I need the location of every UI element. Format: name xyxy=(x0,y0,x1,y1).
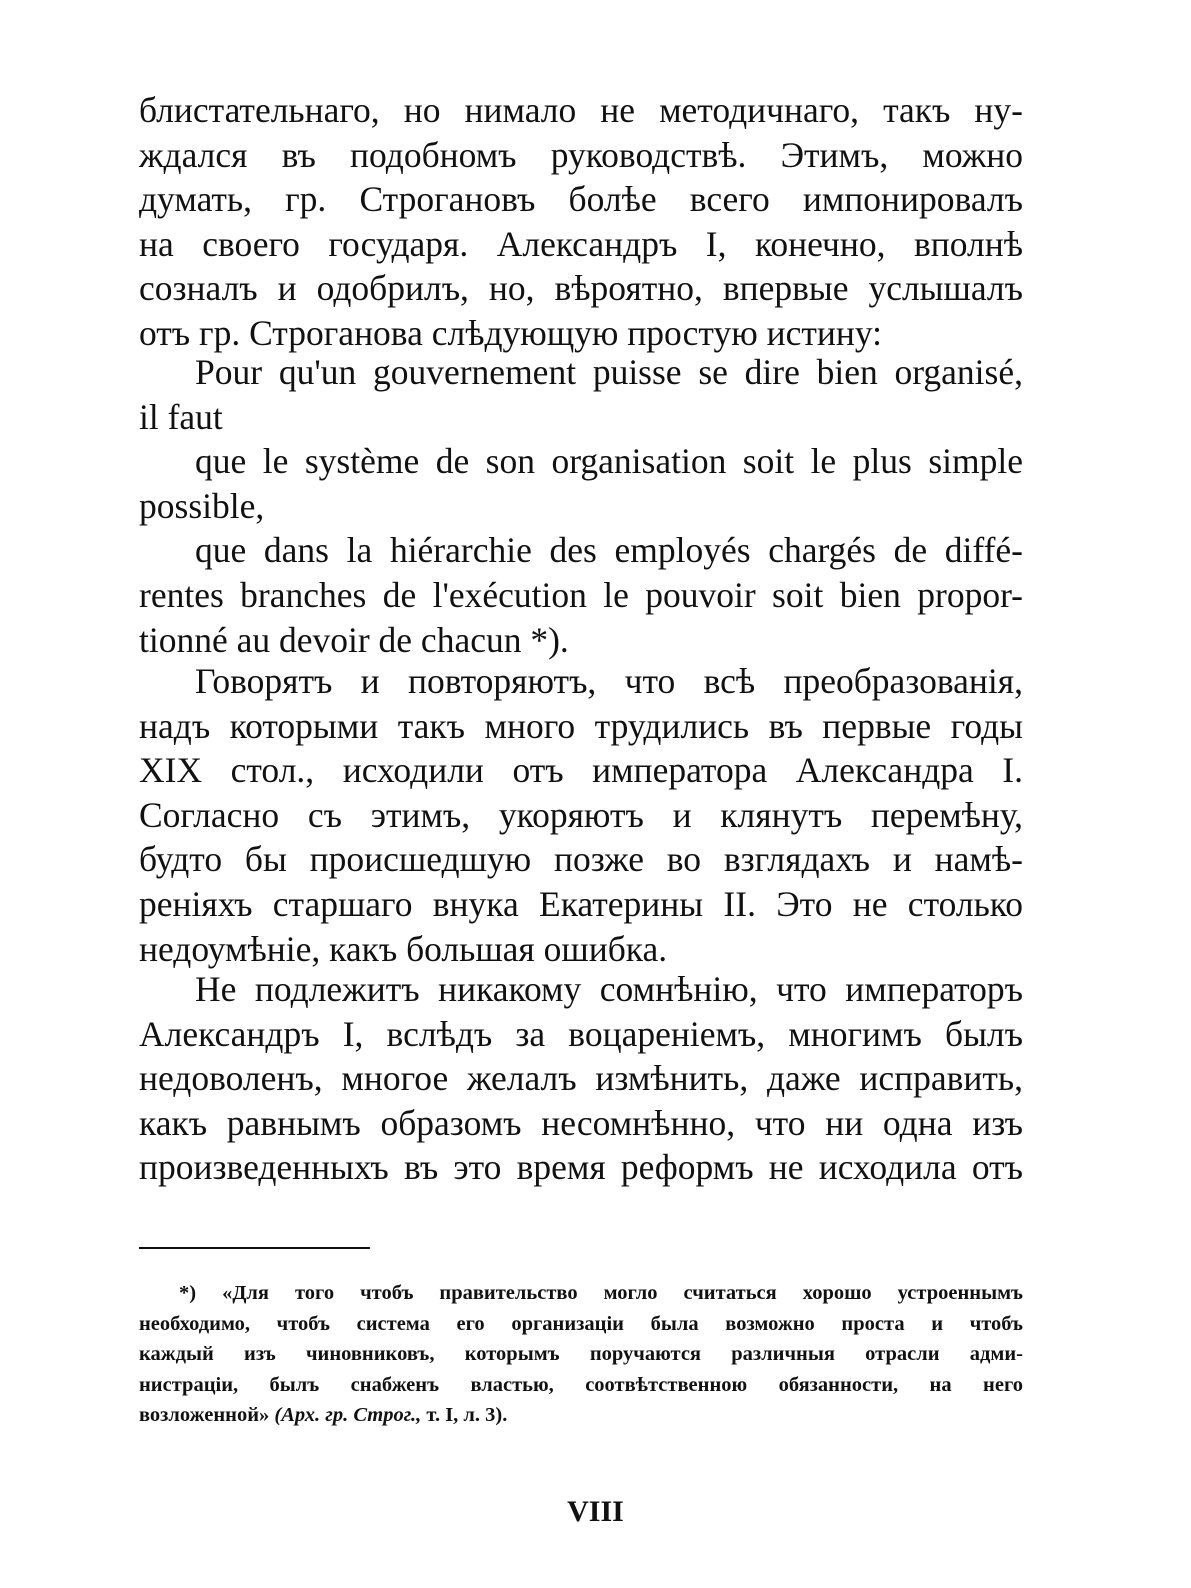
footnote-line: необходимо, чтобъ система его организаціи была возможно проста и чтобъ xyxy=(139,1312,1023,1335)
text-line: недоволенъ, многое желалъ измѣнить, даже исправить, xyxy=(139,1058,1023,1099)
text-line: реніяхъ старшаго внука Екатерины II. Это не столько xyxy=(139,883,1023,924)
text-line: XIX стол., исходили отъ императора Александра I. xyxy=(139,750,1023,791)
quote-line: il faut xyxy=(139,396,223,437)
paragraph-alexander xyxy=(139,967,1023,1190)
french-quote xyxy=(139,350,1023,662)
text-line: какъ равнымъ образомъ несомнѣнно, что ни одна изъ xyxy=(139,1102,1023,1143)
footnote xyxy=(139,1278,1023,1431)
paragraph-continuation xyxy=(139,88,1023,356)
text-line: Согласно съ этимъ, укоряютъ и клянутъ перемѣну, xyxy=(139,794,1023,835)
text-line: думать, гр. Строгановъ болѣе всего импонировалъ xyxy=(139,179,1023,220)
quote-line: que le système de son organisation soit le plus simple xyxy=(195,441,1023,482)
text-line: Говорятъ и повторяютъ, что всѣ преобразованія, xyxy=(195,661,1023,701)
text-line: отъ гр. Строганова слѣдующую простую истину: xyxy=(139,312,883,353)
text-line: созналъ и одобрилъ, но, вѣроятно, впервые услышалъ xyxy=(139,268,1023,309)
footnote-divider xyxy=(139,1247,370,1249)
text-line: ждался въ подобномъ руководствѣ. Этимъ, можно xyxy=(139,134,1023,175)
quote-line: possible, xyxy=(139,485,265,526)
footnote-line: каждый изъ чиновниковъ, которымъ поручаются различныя отрасли адми- xyxy=(139,1343,1023,1365)
text-line: на своего государя. Александръ I, конечно, вполнѣ xyxy=(139,223,1023,264)
text-line: произведенныхъ въ это время реформъ не исходила отъ xyxy=(139,1147,1023,1188)
quote-line: tionné au devoir de chacun *). xyxy=(139,619,569,660)
paragraph-reforms xyxy=(139,659,1023,971)
text-line: будто бы происшедшую позже во взглядахъ и намѣ- xyxy=(139,839,1023,880)
page-number: VIII xyxy=(567,1495,624,1528)
text-line: недоумѣніе, какъ большая ошибка. xyxy=(139,928,668,969)
quote-line: Pour qu'un gouvernement puisse se dire bien organisé, xyxy=(195,352,1023,392)
quote-line: que dans la hiérarchie des employés chargés de diffé- xyxy=(195,530,1023,571)
text-line: Не подлежитъ никакому сомнѣнію, что императоръ xyxy=(195,969,1023,1009)
quote-line: rentes branches de l'exécution le pouvoir soit bien propor- xyxy=(139,574,1023,615)
footnote-line: нистраціи, былъ снабженъ властью, соотвѣтственною обязанности, на него xyxy=(139,1373,1023,1396)
footnote-source: (Арх. гр. Строг., xyxy=(274,1404,422,1426)
footnote-line: *) «Для того чтобъ правительство могло считаться хорошо устроеннымъ xyxy=(179,1282,1023,1304)
text-line: Александръ I, вслѣдъ за воцареніемъ, многимъ былъ xyxy=(139,1013,1023,1054)
footnote-reference: т. I, л. 3). xyxy=(421,1404,508,1426)
text-line: блистательнаго, но нимало не методичнаго, такъ ну- xyxy=(139,90,1023,130)
text-line: надъ которыми такъ много трудились въ первые годы xyxy=(139,705,1023,746)
footnote-last-line xyxy=(139,1400,1023,1431)
footnote-text: возложенной» xyxy=(139,1404,275,1426)
